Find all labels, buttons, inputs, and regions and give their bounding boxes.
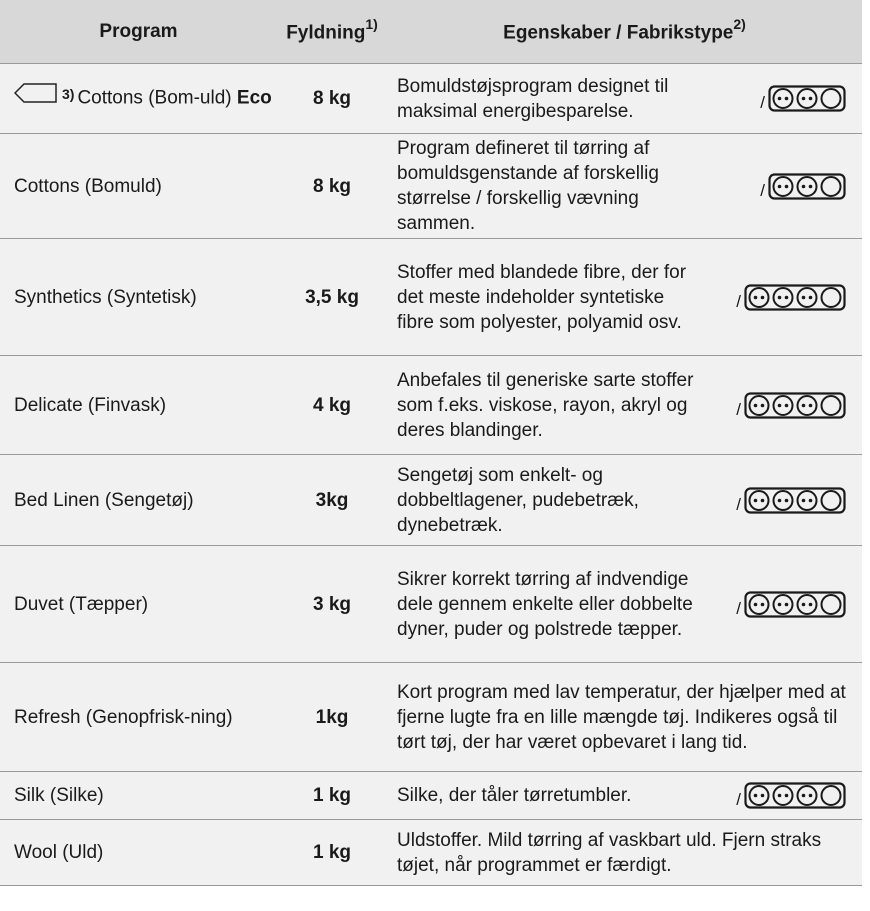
- description-cell: [387, 239, 862, 356]
- symbol-slash: /: [736, 598, 741, 618]
- description-text: Uldstoffer. Mild tørring af vaskbart uld. Fjern straks tøjet, når programmet er færdigt.: [397, 829, 822, 876]
- description-text: Silke, der tåler tørretumbler.: [397, 785, 632, 806]
- program-cell: Refresh (Genopfrisk-ning): [0, 663, 277, 772]
- description-text: Sengetøj som enkelt- og dobbeltlagener, pudebetræk, dynebetræk.: [397, 464, 639, 536]
- description-cell: [387, 356, 862, 455]
- header-load-footnote: 1): [365, 16, 378, 33]
- header-row: [0, 0, 862, 64]
- symbol-slash: /: [736, 291, 741, 311]
- description-text: Program defineret til tørring af bomuldsgenstande af forskellig størrelse / forskellig vævning sammen.: [397, 138, 659, 234]
- tumble-dry-icon: [744, 284, 846, 311]
- header-program: [0, 0, 277, 64]
- fabric-symbol: [736, 284, 862, 311]
- description-text: Bomuldstøjsprogram designet til maksimal energibesparelse.: [397, 75, 669, 122]
- description-cell: [387, 820, 862, 886]
- program-cell: Delicate (Finvask): [0, 356, 277, 455]
- table-row: [0, 546, 862, 663]
- description-text: Stoffer med blandede fibre, der for det meste indeholder syntetiske fibre som polyester, polyamid osv.: [397, 261, 687, 333]
- load-cell: 3,5 kg: [277, 239, 387, 356]
- program-eco-label: Eco: [236, 87, 272, 109]
- tumble-dry-icon: [744, 591, 846, 618]
- fabric-symbol: [736, 591, 862, 618]
- symbol-slash: /: [760, 180, 765, 200]
- table-row: [0, 455, 862, 546]
- program-cell: Bed Linen (Sengetøj): [0, 455, 277, 546]
- load-cell: 4 kg: [277, 356, 387, 455]
- tumble-dry-icon: [744, 392, 846, 419]
- load-cell: 1kg: [277, 663, 387, 772]
- program-cell: Cottons (Bomuld): [0, 134, 277, 239]
- header-program-label: Program: [99, 20, 178, 42]
- description-text: Anbefales til generiske sarte stoffer som f.eks. viskose, rayon, akryl og deres blandinger.: [397, 369, 694, 441]
- program-cell: Silk (Silke): [0, 772, 277, 820]
- load-cell: 8 kg: [277, 64, 387, 134]
- header-properties: [387, 0, 862, 64]
- table-row: [0, 663, 862, 772]
- description-cell: [387, 663, 862, 772]
- table-row: [0, 134, 862, 239]
- load-cell: 1 kg: [277, 820, 387, 886]
- program-footnote: 3): [62, 85, 75, 102]
- table-row: [0, 772, 862, 820]
- description-cell: [387, 455, 862, 546]
- symbol-slash: /: [736, 790, 741, 809]
- header-properties-footnote: 2): [733, 16, 746, 33]
- description-text: Kort program med lav temperatur, der hjælper med at fjerne lugte fra en lille mængde tøj. Indikeres også til tørt tøj, der har været opbevaret i lang tid.: [397, 681, 846, 753]
- header-properties-label: Egenskaber / Fabrikstype: [503, 22, 734, 44]
- table-row: [0, 239, 862, 356]
- tumble-dry-icon: [768, 173, 846, 200]
- table-row: [0, 356, 862, 455]
- program-name: Cottons (Bom-uld): [77, 87, 232, 109]
- load-cell: 1 kg: [277, 772, 387, 820]
- fabric-symbol: [736, 487, 862, 514]
- load-cell: 8 kg: [277, 134, 387, 239]
- tumble-dry-icon: [744, 487, 846, 514]
- symbol-slash: /: [736, 494, 741, 514]
- tumble-dry-icon: [744, 782, 846, 809]
- description-cell: [387, 772, 862, 820]
- tumble-dry-icon: [768, 85, 846, 112]
- description-text: Sikrer korrekt tørring af indvendige dele gennem enkelte eller dobbelte dyner, puder og polstrede tæpper.: [397, 568, 693, 640]
- table-row: [0, 64, 862, 134]
- fabric-symbol: [736, 782, 862, 809]
- program-cell: Wool (Uld): [0, 820, 277, 886]
- header-load-label: Fyldning: [286, 22, 366, 44]
- fabric-symbol: [760, 85, 862, 112]
- program-cell: [0, 64, 277, 134]
- program-cell: Synthetics (Syntetisk): [0, 239, 277, 356]
- description-cell: [387, 546, 862, 663]
- load-cell: 3kg: [277, 455, 387, 546]
- description-cell: [387, 64, 862, 134]
- header-load: [277, 0, 387, 64]
- table-row: [0, 820, 862, 886]
- fabric-symbol: [760, 173, 862, 200]
- eco-arrow-icon: [14, 83, 58, 110]
- symbol-slash: /: [736, 399, 741, 419]
- symbol-slash: /: [760, 93, 765, 112]
- load-cell: 3 kg: [277, 546, 387, 663]
- description-cell: [387, 134, 862, 239]
- program-cell: Duvet (Tæpper): [0, 546, 277, 663]
- fabric-symbol: [736, 392, 862, 419]
